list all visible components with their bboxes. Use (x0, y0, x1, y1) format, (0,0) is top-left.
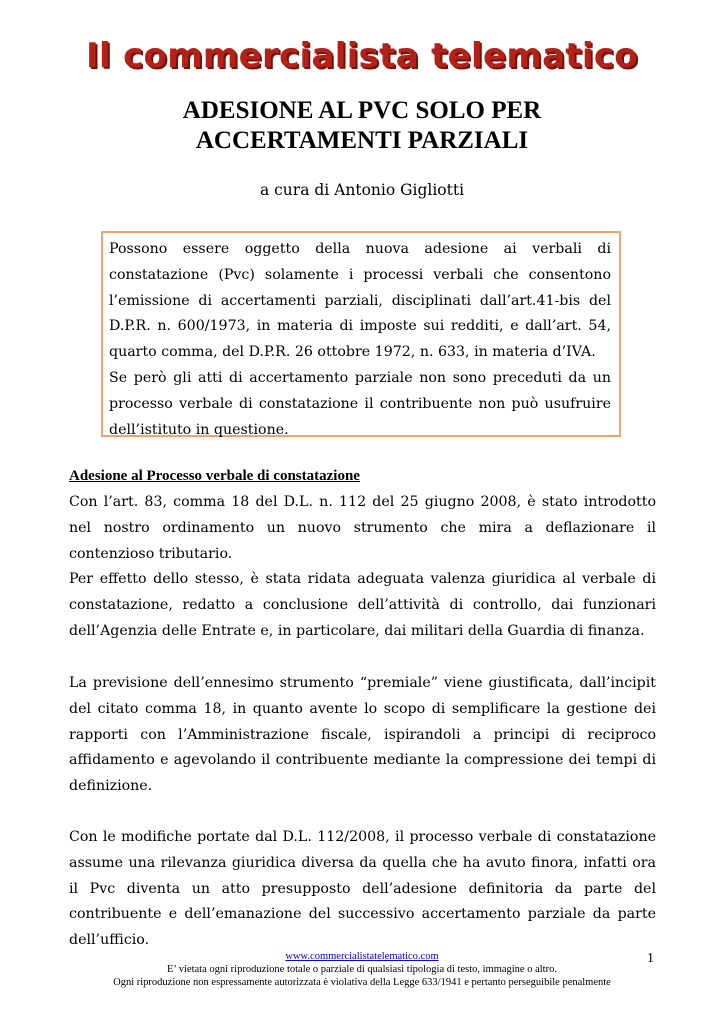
body-paragraph-1: Con l’art. 83, comma 18 del D.L. n. 112 del 25 giugno 2008, è stato introdotto nel nostro ordinamento un nuovo strumento che mira a deflazionare il contenzioso tributario. (69, 494, 656, 562)
abstract-paragraph-2: Se però gli atti di accertamento parziale non sono preceduti da un processo verbale di constatazione il contribuente non può usufruire dell’istituto in questione. (109, 369, 611, 438)
document-title (0, 96, 724, 156)
body-block-3 (69, 825, 656, 954)
abstract-box (101, 231, 621, 437)
body-paragraph-3: La previsione dell’ennesimo strumento “premiale” viene giustificata, dall’incipit del citato comma 18, in quanto avente lo scopo di semplificare la gestione dei rapporti con l’Amministrazione fiscale, ispirandoli a principi di reciproco affidamento e agevolando il contribuente mediante la compressione dei tempi di definizione. (69, 675, 656, 795)
body-paragraph-4: Con le modifiche portate dal D.L. 112/2008, il processo verbale di constatazione assume una rilevanza giuridica diversa da quella che ha avuto finora, infatti ora il Pvc diventa un atto presupposto dell’adesione definitoria da parte del contribuente e dell’emanazione del successivo accertamento parziale da parte dell’ufficio. (69, 829, 656, 949)
site-logo: Il commercialista telematico (86, 36, 638, 76)
title-line-1: ADESIONE AL PVC SOLO PER (182, 97, 542, 124)
author-line: a cura di Antonio Gigliotti (259, 181, 465, 199)
footer-website-link[interactable]: www.commercialistatelematico.com (285, 951, 439, 962)
footer-notice-1: E’ vietata ogni riproduzione totale o parziale di qualsiasi tipologia di testo, immagine o altro. (167, 964, 557, 975)
section-heading: Adesione al Processo verbale di constatazione (69, 468, 360, 484)
body-paragraph-2: Per effetto dello stesso, è stata ridata adeguata valenza giuridica al verbale di constatazione, redatto a conclusione dell’attività di controllo, dai funzionari dell’Agenzia delle Entrate e, in particolare, dai militari della Guardia di finanza. (69, 571, 656, 639)
body-block-1 (69, 490, 656, 645)
title-line-2: ACCERTAMENTI PARZIALI (195, 127, 529, 154)
body-block-2 (69, 671, 656, 800)
section-heading-wrap (69, 465, 656, 487)
page-number: 1 (647, 951, 654, 966)
abstract-paragraph-1: Possono essere oggetto della nuova adesione ai verbali di constatazione (Pvc) solamente i processi verbali che consentono l’emissione di accertamenti parziali, disciplinati dall’art.41-bis del D.P.R. n. 600/1973, in materia di imposte sui redditi, e dall’art. 54, quarto comma, del D.P.R. 26 ottobre 1972, n. 633, in materia d’IVA. (109, 241, 611, 361)
footer-notice-2: Ogni riproduzione non espressamente autorizzata è violativa della Legge 633/1941 e pertanto perseguibile penalmente (113, 977, 611, 988)
